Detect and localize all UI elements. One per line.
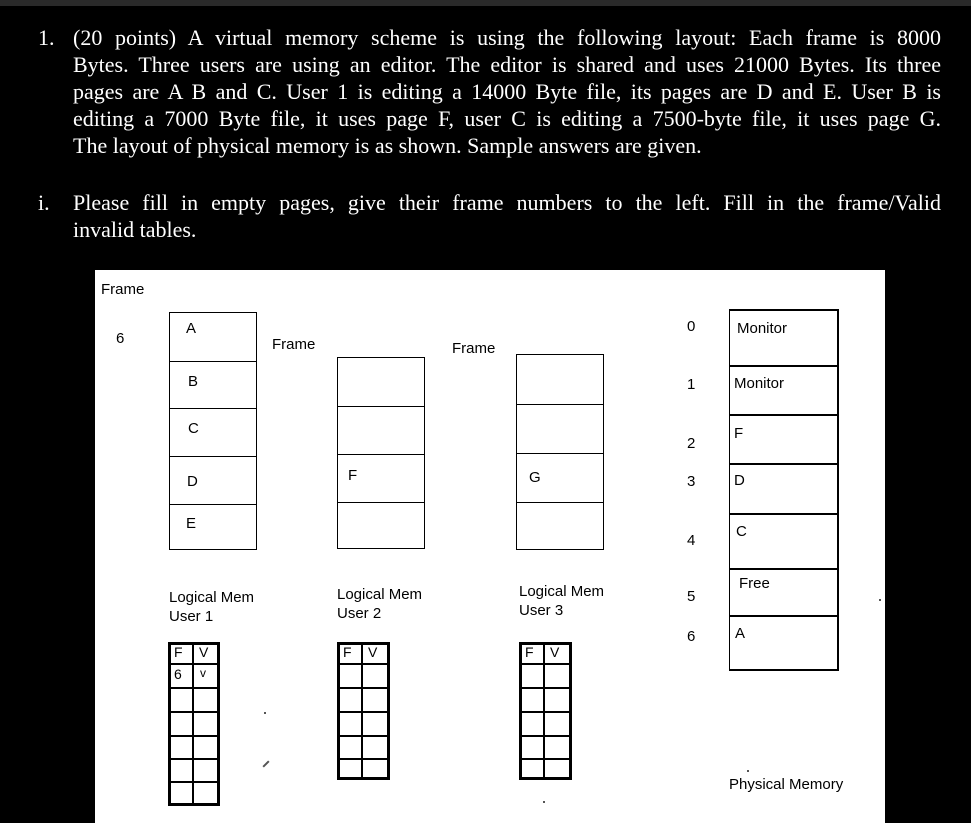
user1-table-cell-valid: v bbox=[200, 666, 206, 680]
physical-frame-number: 6 bbox=[687, 628, 696, 645]
user3-logical-memory bbox=[516, 354, 604, 550]
user1-caption-line2: User 1 bbox=[169, 608, 214, 625]
user1-page-a: A bbox=[170, 312, 256, 362]
user3-caption-line2: User 3 bbox=[519, 602, 564, 619]
user1-page-e: E bbox=[170, 504, 256, 551]
user3-page-1 bbox=[517, 354, 603, 405]
question-text bbox=[73, 24, 941, 159]
user1-page-d: D bbox=[170, 456, 256, 505]
question-line: Bytes. Three users are using an editor. The editor is shared and uses 21000 Bytes. Its three bbox=[73, 52, 941, 77]
physical-frame-6: A bbox=[730, 615, 837, 671]
physical-frame-number: 1 bbox=[687, 376, 696, 393]
stray-mark bbox=[543, 801, 545, 803]
physical-memory-caption: Physical Memory bbox=[729, 776, 844, 793]
user1-frame-number: 6 bbox=[116, 330, 125, 347]
physical-frame-3: D bbox=[730, 463, 837, 515]
user3-page-2 bbox=[517, 404, 603, 454]
top-border bbox=[0, 0, 971, 6]
physical-frame-2: F bbox=[730, 414, 837, 465]
stray-mark bbox=[262, 760, 269, 767]
physical-frame-1: Monitor bbox=[730, 365, 837, 416]
user1-table-header-f: F bbox=[174, 644, 183, 660]
physical-frame-4: C bbox=[730, 513, 837, 570]
frame-label-user2: Frame bbox=[272, 336, 316, 353]
user2-frame-valid-table bbox=[337, 642, 390, 780]
physical-frame-5: Free bbox=[730, 568, 837, 617]
frame-label-main: Frame bbox=[101, 281, 145, 298]
physical-frame-number: 5 bbox=[687, 588, 696, 605]
user1-table-cell-frame: 6 bbox=[174, 666, 182, 682]
physical-frame-number: 0 bbox=[687, 318, 696, 335]
frame-label-user3: Frame bbox=[452, 340, 496, 357]
question-line: pages are A B and C. User 1 is editing a 14000 Byte file, its pages are D and E. User B is bbox=[73, 79, 941, 104]
user2-page-2 bbox=[338, 406, 424, 455]
user2-caption-line2: User 2 bbox=[337, 605, 382, 622]
subquestion-line: Please fill in empty pages, give their frame numbers to the left. Fill in the frame/Valid bbox=[73, 190, 941, 215]
user1-caption-line1: Logical Mem bbox=[169, 589, 255, 606]
subquestion-text bbox=[73, 189, 941, 243]
stray-mark bbox=[747, 770, 749, 772]
user1-page-b: B bbox=[170, 361, 256, 409]
user2-page-1 bbox=[338, 357, 424, 407]
user3-page-4 bbox=[517, 502, 603, 551]
user1-table-header-v: V bbox=[199, 644, 209, 660]
user3-caption-line1: Logical Mem bbox=[519, 583, 605, 600]
stray-mark bbox=[879, 599, 881, 601]
physical-frame-number: 3 bbox=[687, 473, 696, 490]
physical-frame-number: 4 bbox=[687, 532, 696, 549]
user2-page-4 bbox=[338, 502, 424, 550]
user3-table-header-v: V bbox=[550, 644, 560, 660]
subquestion-line: invalid tables. bbox=[73, 217, 197, 242]
question-line: The layout of physical memory is as shown. Sample answers are given. bbox=[73, 133, 702, 158]
user2-table-header-f: F bbox=[343, 644, 352, 660]
question-line: (20 points) A virtual memory scheme is using the following layout: Each frame is 8000 bbox=[73, 25, 941, 50]
user3-page-g: G bbox=[517, 453, 603, 503]
user3-table-header-f: F bbox=[525, 644, 534, 660]
physical-frame-number: 2 bbox=[687, 435, 696, 452]
question-line: editing a 7000 Byte file, it uses page F, user C is editing a 7500-byte file, it uses page G. bbox=[73, 106, 941, 131]
user2-page-f: F bbox=[338, 454, 424, 503]
question-1 bbox=[38, 24, 942, 164]
user1-frame-valid-table bbox=[168, 642, 220, 806]
subquestion-i bbox=[38, 189, 942, 249]
user3-frame-valid-table bbox=[519, 642, 572, 780]
user2-table-header-v: V bbox=[368, 644, 378, 660]
memory-diagram bbox=[95, 270, 885, 823]
question-number: 1. bbox=[38, 25, 55, 50]
physical-frame-0: Monitor bbox=[737, 320, 788, 337]
user1-page-c: C bbox=[170, 408, 256, 457]
subquestion-number: i. bbox=[38, 190, 50, 215]
user2-caption-line1: Logical Mem bbox=[337, 586, 423, 603]
user2-logical-memory bbox=[337, 357, 425, 549]
stray-mark bbox=[264, 712, 266, 714]
physical-memory bbox=[729, 309, 839, 671]
user1-logical-memory bbox=[169, 312, 257, 550]
